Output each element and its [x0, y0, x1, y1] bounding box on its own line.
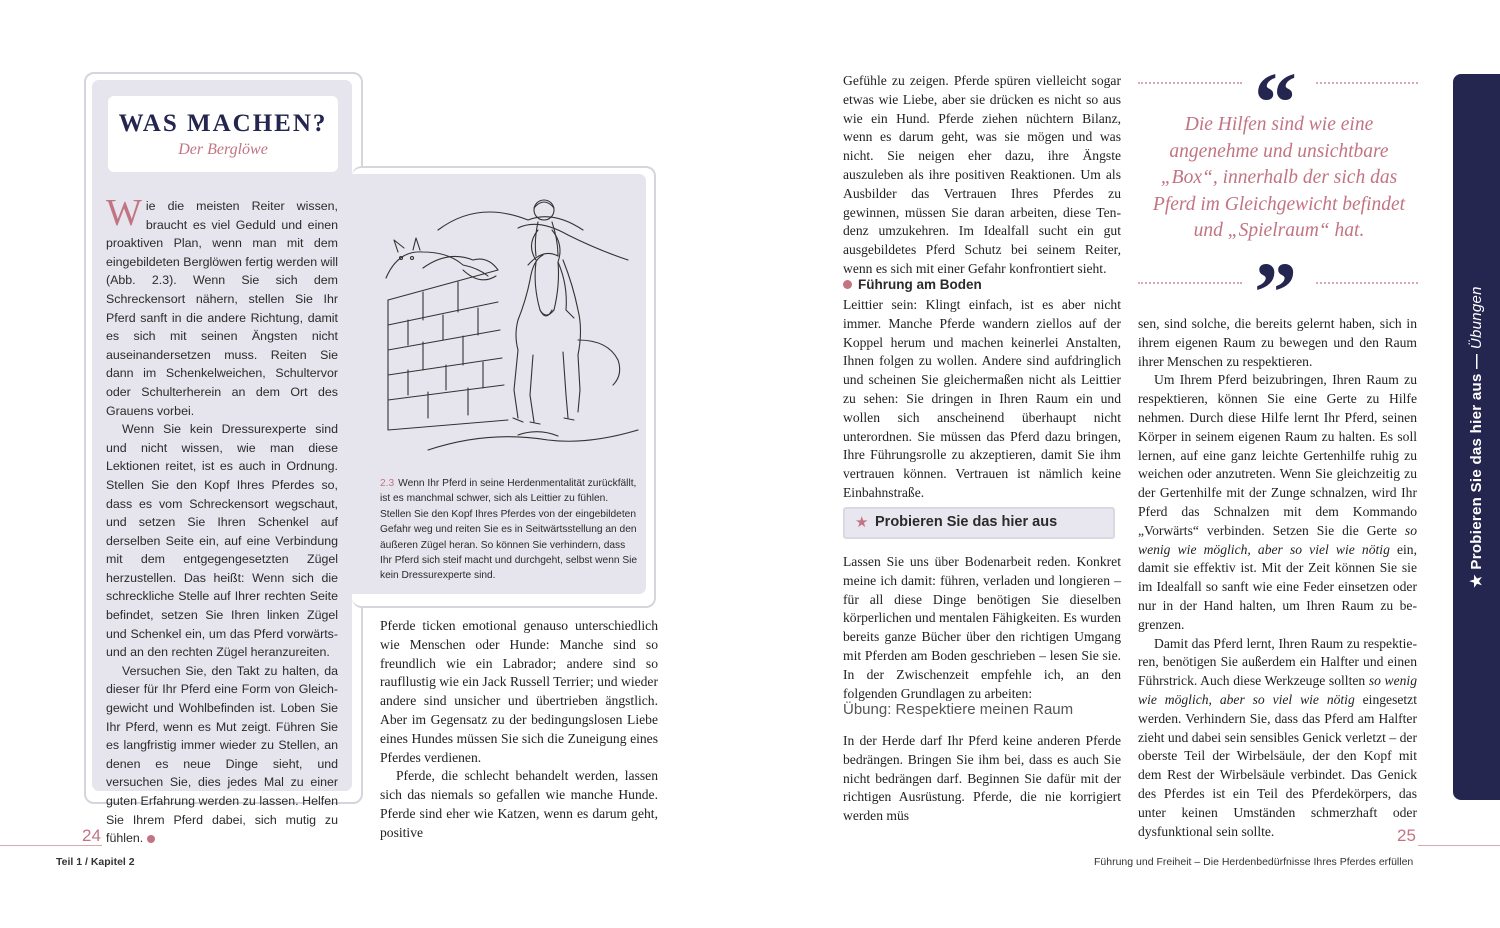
emphasis-text: so wenig wie möglich, aber so viel wie nötig — [1138, 522, 1417, 557]
quote-rule-top-right — [1316, 82, 1418, 84]
body-paragraph: Pferde ticken emotional genauso unterschiedlich wie Menschen oder Hunde: Manche sind so freundlich wie ein Labrador; andere sind so raufllustig wie ein Jack Russell Terrier; und wieder andere sind unsicher und übertrieben ängstlich. Aber im Gegensatz zu der bedingungslosen Liebe eines Hundes müssen Sie sich die Zuneigung eines Pferdes verdienen. — [380, 618, 658, 765]
body-paragraph: Gefühle zu zeigen. Pferde spüren vielleicht sogar etwas wie Liebe, aber sie drücken es nicht so aus wie ein Hund. Pferde ziehen nüchtern Bilanz, wenn es darum geht, was sie mögen und was nicht. Sie neigen eher dazu, ihre Ängste auszuleben als ihre positiven Reaktionen. Um als Ausbilder das Vertrauen Ihres Pferdes zu gewinnen, müssen Sie daran arbeiten, diese Tendenz umzukehren. Im Idealfall sucht ein gut ausgebildetes Pferd Schutz bei seinem Reiter, wenn es sich mit einer Gefahr konfrontiert sieht. — [843, 73, 1121, 276]
quote-rule-top-left — [1138, 82, 1242, 84]
text-run: eingesetzt werden. Verhindern Sie, dass das Pferd am Halfter zieht und dabei sein sensibles Genick verletzt – der oberste Teil der Wirbelsäule, der den Kopf mit dem Rest der Wirbelsäule verbindet. Das Genick des Pferdes ist ein Teil des Pferdekörpers, das unter keinen Umständen schmerzhaft oder dysfunktional sein sollte. — [1138, 691, 1417, 839]
body-paragraph — [1138, 371, 1417, 634]
sidebar-paragraph-3 — [106, 662, 338, 848]
figure-caption-text: Wenn Ihr Pferd in seine Herdenmentalität zurückfällt, ist es manchmal schwer, sich als Leittier zu fühlen. Stellen Sie den Kopf Ihres Pferdes von der eingebildeten Gefahr weg und reiten Sie es in Seitwärtsstellung an den äußeren Zügel heran. So können Sie verhindern, dass Ihr Pferd sich steif macht und durchgeht, selbst wenn Sie kein Dressurexperte sind. — [380, 478, 638, 582]
body-paragraph: Leittier sein: Klingt einfach, ist es aber nicht immer. Manche Pferde wandern ziellos auf der Koppel herum und machen keinerlei Anstalten, Ihnen folgen zu wollen. Andere sind aufdringlich und scheinen Sie gleichermaßen nicht als Leittier zu sehen: Sie dringen in Ihren Raum ein und wollen sich anscheinend überhaupt nicht unterordnen. Sie müssen das Pferd dazu bringen, Ihre Führungsrolle zu akzeptieren, damit Sie ihm vertrauen können. Vertrauen ist nämlich keine Einbahnstraße. — [843, 297, 1121, 500]
body-paragraph: Lassen Sie uns über Bodenarbeit reden. Konkret meine ich damit: führen, verladen und longieren – für all diese Dinge benötigen Sie dieselben körperlichen und mentalen Fähigkeiten. Es wurden bereits ganze Bücher über den richtigen Umgang mit Pferden am Boden geschrieben – lesen Sie sie. In der Zwischenzeit empfehle ich, an den folgenden Grundlagen zu arbeiten: — [843, 554, 1121, 701]
quote-rule-bottom-right — [1316, 282, 1418, 284]
body-paragraph: In der Herde darf Ihr Pferd keine anderen Pferde bedrängen. Bringen Sie ihm bei, dass es auch Sie nicht bedrängen darf. Beginnen Sie dafür mit der richtigen Ausrüstung. Pferde, die nie korrigiert werden müs — [843, 733, 1121, 824]
sidebar-paragraph-2: Wenn Sie kein Dressurexperte sind und nicht wissen, wie man diese Lektionen reitet, ist es auch in Ordnung. Stellen Sie den Kopf Ihres Pferdes so, dass es vom Schreckensort wegschaut, und setzen Sie Ihren Schenkel auf derselben Seite ein, auf eine Verbindung mit dem entgegengesetzten Zügel herzustellen. Das heißt: Wenn sich die schreckliche Stelle auf Ihrer rechten Seite befindet, setzen Sie Ihren linken Zügel und Schenkel ein, um das Pferd vorwärtsund an den rechten Zügel heranzureiten. — [106, 422, 338, 660]
body-paragraph: sen, sind solche, die bereits gelernt haben, sich in ihrem eigenen Raum zu bewegen und den Raum ihrer Menschen zu respektieren. — [1138, 316, 1417, 369]
page-number-rule-right — [1418, 845, 1500, 846]
sidebar-paragraph-3-text: Versuchen Sie, den Takt zu halten, da dieser für Ihr Pferd eine Form von Gleichgewicht und Wohlbefinden ist. Loben Sie Ihr Pferd, wenn es Mut zeigt. Führen Sie es langfristig immer wieder zu Stellen, an denen es neue Dinge sieht, und versuchen Sie, dies jedes Mal zu einer guten Erfahrung werden zu lassen. Helfen Sie Ihrem Pferd dabei, sich mutig zu fühlen. — [106, 663, 338, 846]
figure-caption — [380, 476, 638, 584]
page-number-rule-left — [0, 845, 102, 846]
pull-quote: Die Hilfen sind wie eine angenehme und unsichtbare „Box“, innerhalb der sich das Pferd im Gleichgewicht befindet und „Spielraum“ hat. — [1152, 114, 1406, 241]
tab-star-icon: ★ — [1468, 574, 1485, 588]
footer-left: Teil 1 / Kapitel 2 — [56, 856, 135, 868]
horse-rider-illustration — [368, 190, 644, 460]
figure-number: 2.3 — [380, 478, 395, 489]
body-paragraph: Pferde, die schlecht behandelt werden, lassen sich das niemals so gefallen wie manche Hunde. Pferde sind eher wie Katzen, wenn es darum geht, positive — [380, 768, 658, 840]
section-heading-text: Führung am Boden — [858, 276, 982, 292]
sidebar-title: WAS MACHEN? — [118, 110, 328, 137]
section-heading — [843, 276, 982, 292]
end-mark-dot-icon — [147, 835, 155, 843]
exercise-heading: Übung: Respektiere meinen Raum — [843, 701, 1074, 718]
left-body-column — [380, 617, 658, 843]
tab-label-italic: Übungen — [1468, 286, 1485, 350]
page-number-right: 25 — [1397, 826, 1416, 845]
page-number-left: 24 — [82, 826, 101, 845]
right-body-column-1d — [843, 732, 1121, 826]
right-body-column-1b — [843, 296, 1121, 503]
drop-cap: W — [106, 192, 142, 234]
sidebar-text — [106, 192, 338, 848]
tab-label-text: Probieren Sie das hier aus — — [1468, 353, 1485, 570]
sidebar-title-card — [108, 96, 338, 172]
text-run: Um Ihrem Pferd beizubringen, Ihren Raum zu respektieren, können Sie eine Gerte zu Hilfe nehmen. Durch diese Hilfe lernt Ihr Pferd, seinen Körper in seinem eigenen Raum zu halten. Es soll lernen, auf eine ganz leichte Gertenhilfe ruhig zu weichen oder anzutreten. Wenn Sie gleichzeitig zu der Gertenhilfe mit der Zunge schnalzen, wird Ihr Pferd das Schnalzen mit dem Kommando „Vorwärts“ verbinden. Setzen Sie die Gerte — [1138, 372, 1417, 538]
star-icon: ★ — [855, 513, 869, 531]
open-quote-icon: “ — [1254, 54, 1297, 150]
body-paragraph — [1138, 635, 1417, 842]
right-body-column-1c — [843, 553, 1121, 703]
text-run: Damit das Pferd lernt, Ihren Raum zu respektieren, benötigen Sie außerdem ein Halfter und einen Führstrick. Auch diese Werkzeuge sollten — [1138, 635, 1417, 689]
chapter-tab-label — [1467, 286, 1485, 588]
try-this-box — [843, 507, 1115, 539]
text-run: ein, damit sie effektiv ist. Mit der Zeit können Sie sie im Idealfall so sanft wie eine Feder einsetzen oder nur in der Hand halten, um Ihren Raum zu begrenzen. — [1138, 541, 1418, 632]
right-body-column-2 — [1138, 315, 1417, 841]
right-body-column-1a — [843, 72, 1121, 279]
sidebar-subtitle: Der Berglöwe — [178, 141, 268, 158]
sidebar-paragraph-1-text: ie die meisten Reiter wissen, braucht es viel Geduld und einen proaktiven Plan, wenn man mit dem eingebildeten Berglöwen fertig werden will (Abb. 2.3). Wenn Sie sich dem Schreckensort nähern, stellen Sie Ihr Pferd sanft in die andere Richtung, damit es sich mit seinen Ängsten nicht auseinandersetzen muss. Reiten Sie dann im Schenkelweichen, Schultervor oder Schulterherein an dem Ort des Grauens vorbei. — [106, 199, 338, 418]
close-quote-icon: ” — [1254, 244, 1297, 340]
footer-right: Führung und Freiheit – Die Herdenbedürfnisse Ihres Pferdes erfüllen — [1094, 856, 1414, 868]
emphasis-text: so wenig wie möglich, aber so viel wie nötig — [1138, 673, 1417, 707]
quote-rule-bottom-left — [1138, 282, 1242, 284]
try-this-label: Probieren Sie das hier aus — [875, 514, 1058, 530]
sidebar-paragraph-1 — [106, 192, 338, 420]
bullet-dot-icon — [843, 280, 852, 289]
